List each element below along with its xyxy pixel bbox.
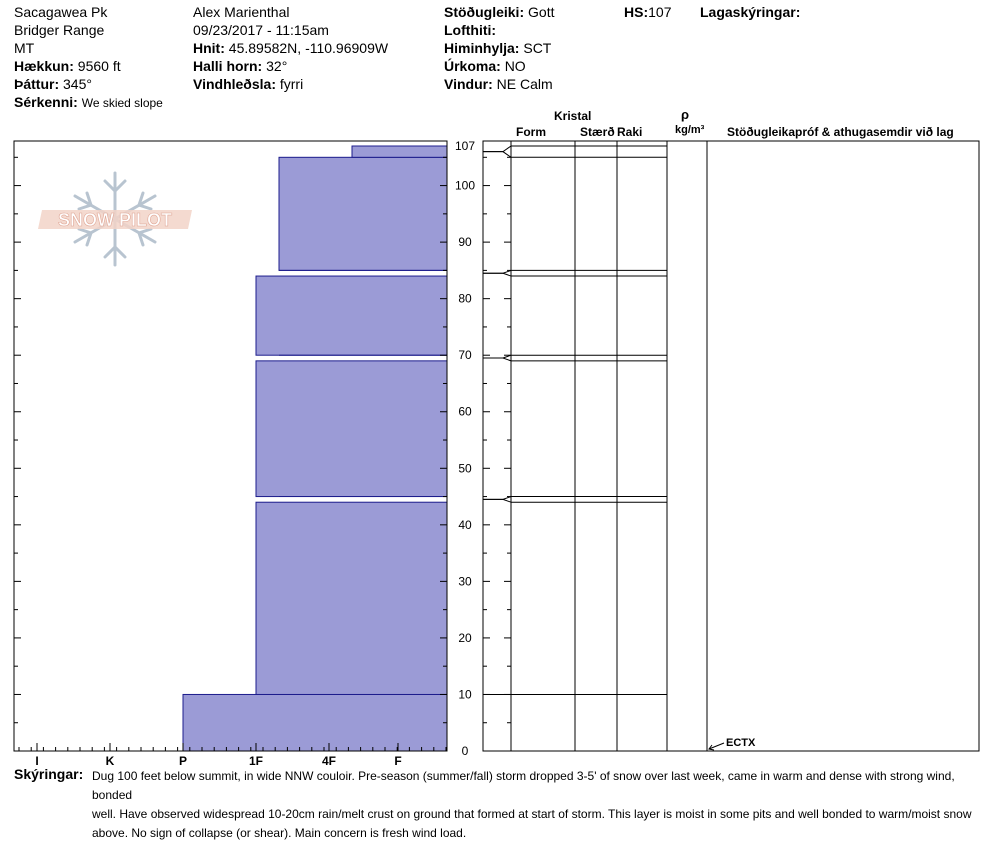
sky-label: Himinhylja:	[444, 40, 520, 56]
y-tick-label: 107	[454, 139, 476, 153]
slope-value: 32°	[266, 58, 288, 74]
location-name: Sacagawea Pk	[14, 4, 108, 20]
sky-value: SCT	[523, 40, 552, 56]
air-temp-label: Lofthiti:	[444, 22, 497, 38]
layer-notes-label: Lagaskýringar:	[700, 4, 801, 20]
x-tick-label: I	[35, 754, 39, 768]
moisture-header: Raki	[617, 125, 643, 139]
comment-line: Dug 100 feet below summit, in wide NNW couloir. Pre-season (summer/fall) storm dropped 3-5' of snow over last week, came in warm and dense with strong wind, bonded	[92, 769, 955, 802]
precip-label: Úrkoma:	[444, 58, 501, 74]
density-unit-header: kg/m³	[675, 124, 705, 136]
coords-value: 45.89582N, -110.96909W	[228, 40, 389, 56]
feature-label: Sérkenni:	[14, 94, 78, 110]
hs-label: HS:	[624, 4, 649, 20]
x-tick-label: 1F	[248, 754, 264, 768]
layer-connector	[483, 499, 511, 502]
y-tick-label: 80	[458, 291, 472, 306]
form-header: Form	[516, 125, 546, 139]
layer-bar	[183, 694, 447, 751]
comments-label: Skýringar:	[14, 766, 84, 782]
layer-bar	[352, 146, 447, 157]
wind-label: Vindur:	[444, 76, 493, 92]
tests-header: Stöðugleikapróf & athugasemdir við lag	[727, 125, 954, 139]
snowpilot-logo	[38, 173, 192, 265]
comments-text	[92, 767, 992, 843]
precip-value: NO	[504, 58, 526, 74]
y-tick-label: 50	[458, 461, 472, 476]
state-name: MT	[14, 40, 35, 56]
layer-connector	[483, 152, 511, 158]
y-tick-label: 10	[458, 687, 472, 702]
wind-loading-value: fyrri	[279, 76, 304, 92]
feature-value: We skied slope	[81, 96, 163, 110]
y-tick-label: 40	[458, 517, 472, 532]
layer-bar	[279, 157, 447, 270]
aspect-label: Þáttur:	[14, 76, 60, 92]
layer-connector	[483, 273, 511, 276]
test-result-label: ECTX	[726, 737, 756, 749]
layer-bar	[256, 502, 447, 694]
y-tick-label: 0	[461, 744, 469, 758]
wind-value: NE Calm	[496, 76, 553, 92]
y-tick-label: 90	[458, 235, 472, 250]
range-name: Bridger Range	[14, 22, 105, 38]
layer-bar	[256, 276, 447, 355]
obs-datetime: 09/23/2017 - 11:15am	[193, 22, 329, 38]
x-tick-label: K	[105, 754, 115, 768]
hs-value: 107	[648, 4, 672, 20]
layer-connector	[483, 146, 511, 152]
y-tick-label: 30	[458, 574, 472, 589]
x-tick-label: F	[394, 754, 402, 768]
y-tick-label: 20	[458, 630, 472, 645]
elevation-value: 9560 ft	[77, 58, 121, 74]
layer-connector	[483, 358, 511, 361]
layer-bar	[256, 361, 447, 497]
x-tick-label: P	[178, 754, 188, 768]
wind-loading-label: Vindhleðsla:	[193, 76, 276, 92]
layer-table-frame	[483, 141, 979, 751]
y-tick-label: 70	[458, 348, 472, 363]
svg-text:SNOW PILOT: SNOW PILOT	[58, 210, 172, 230]
aspect-value: 345°	[63, 76, 92, 92]
y-tick-label: 60	[458, 404, 472, 419]
stability-value: Gott	[528, 4, 555, 20]
comment-line: above. No sign of collapse (or shear). Main concern is fresh wind load.	[92, 826, 467, 840]
x-tick-label: 4F	[321, 754, 337, 768]
coords-label: Hnit:	[193, 40, 225, 56]
elevation-label: Hækkun:	[14, 58, 74, 74]
size-header: Stærð	[580, 125, 615, 139]
crystal-header: Kristal	[554, 109, 592, 123]
slope-label: Halli horn:	[193, 58, 263, 74]
y-tick-label: 100	[454, 178, 476, 193]
stability-label: Stöðugleiki:	[444, 4, 525, 20]
rho-header: ρ	[681, 107, 690, 122]
comment-line: well. Have observed widespread 10-20cm rain/melt crust on ground that formed at start of storm. This layer is moist in some pits and well bonded to warm/moist snow	[92, 807, 972, 821]
observer-name: Alex Marienthal	[193, 4, 290, 20]
